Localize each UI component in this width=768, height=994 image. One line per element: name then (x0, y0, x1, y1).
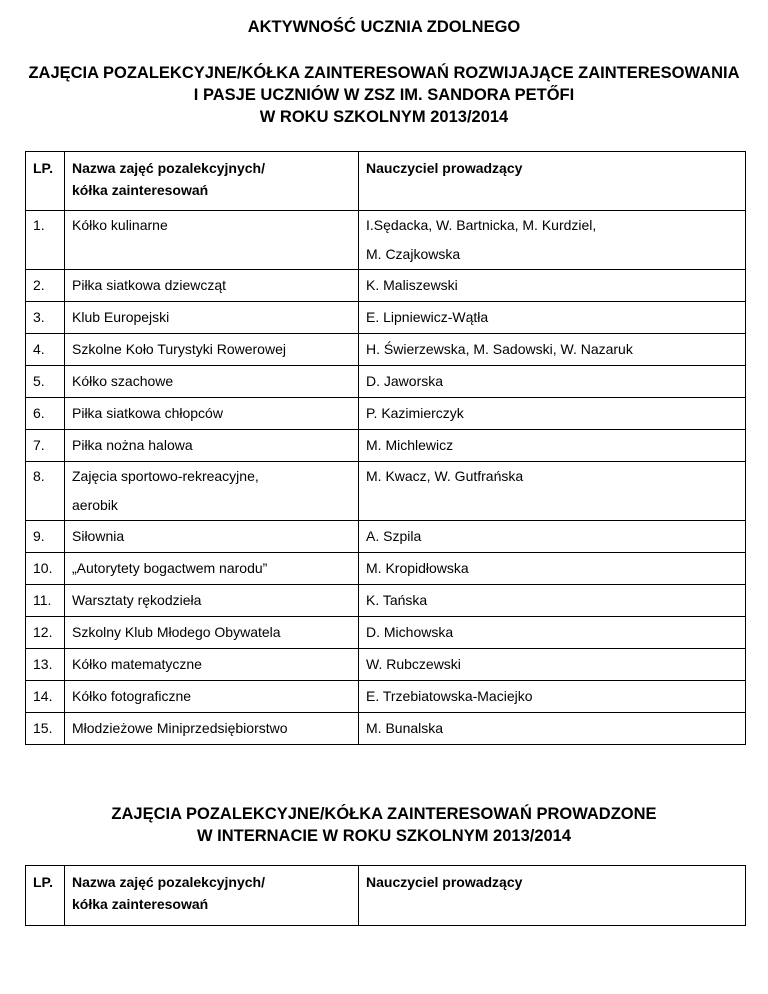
header-teacher: Nauczyciel prowadzący (359, 866, 746, 926)
row-activity-name: Kółko matematyczne (65, 649, 359, 681)
row-teacher: D. Jaworska (359, 366, 746, 398)
row-teacher: K. Tańska (359, 585, 746, 617)
dormitory-activities-table (25, 865, 746, 926)
row-teacher: A. Szpila (359, 521, 746, 553)
row-teacher: P. Kazimierczyk (359, 398, 746, 430)
row-activity-name: Kółko szachowe (65, 366, 359, 398)
table-row (26, 302, 746, 334)
row-teacher: E. Lipniewicz-Wątła (359, 302, 746, 334)
row-activity-name: „Autorytety bogactwem narodu” (65, 553, 359, 585)
section1-title-line-3: W ROKU SZKOLNYM 2013/2014 (259, 108, 509, 126)
header-activity-name-line-1: Nazwa zajęć pozalekcyjnych/ (72, 874, 265, 890)
table-row (26, 713, 746, 745)
row-lp: 10. (26, 553, 65, 585)
table-row (26, 585, 746, 617)
row-activity-name: Szkolny Klub Młodego Obywatela (65, 617, 359, 649)
table-row (26, 366, 746, 398)
row-activity-name: Zajęcia sportowo-rekreacyjne, aerobik (65, 462, 359, 521)
header-activity-name (65, 866, 359, 926)
table-row (26, 334, 746, 366)
section1-title-line-2: I PASJE UCZNIÓW W ZSZ IM. SANDORA PETŐFI (193, 86, 575, 104)
row-activity-name: Piłka nożna halowa (65, 430, 359, 462)
row-lp: 12. (26, 617, 65, 649)
section1-title-line-1: ZAJĘCIA POZALEKCYJNE/KÓŁKA ZAINTERESOWAŃ ROZWIJAJĄCE ZAINTERESOWANIA (28, 64, 740, 82)
row-lp: 4. (26, 334, 65, 366)
activities-table (25, 151, 746, 745)
table-row (26, 649, 746, 681)
table-row (26, 462, 746, 521)
header-lp: LP. (26, 866, 65, 926)
section2-title-line-1: ZAJĘCIA POZALEKCYJNE/KÓŁKA ZAINTERESOWAŃ PROWADZONE (111, 805, 657, 823)
row-teacher: D. Michowska (359, 617, 746, 649)
row-activity-name: Kółko kulinarne (65, 211, 359, 270)
table-row (26, 270, 746, 302)
row-activity-name: Młodzieżowe Miniprzedsiębiorstwo (65, 713, 359, 745)
row-lp: 6. (26, 398, 65, 430)
row-activity-name: Warsztaty rękodzieła (65, 585, 359, 617)
row-activity-name: Siłownia (65, 521, 359, 553)
row-teacher: M. Kropidłowska (359, 553, 746, 585)
row-lp: 9. (26, 521, 65, 553)
row-activity-name: Klub Europejski (65, 302, 359, 334)
row-teacher: M. Kwacz, W. Gutfrańska (359, 462, 746, 521)
row-teacher: W. Rubczewski (359, 649, 746, 681)
row-lp: 11. (26, 585, 65, 617)
row-teacher: M. Michlewicz (359, 430, 746, 462)
table-row (26, 211, 746, 270)
section2-title-line-2: W INTERNACIE W ROKU SZKOLNYM 2013/2014 (196, 827, 572, 845)
row-teacher: H. Świerzewska, M. Sadowski, W. Nazaruk (359, 334, 746, 366)
table-header-row (26, 866, 746, 926)
row-lp: 1. (26, 211, 65, 270)
row-lp: 8. (26, 462, 65, 521)
header-activity-name-line-1: Nazwa zajęć pozalekcyjnych/ (72, 160, 265, 176)
row-lp: 13. (26, 649, 65, 681)
header-teacher: Nauczyciel prowadzący (359, 152, 746, 211)
table-row (26, 617, 746, 649)
row-activity-name: Piłka siatkowa dziewcząt (65, 270, 359, 302)
document-title-text: AKTYWNOŚĆ UCZNIA ZDOLNEGO (247, 18, 521, 36)
header-activity-name-line-2: kółka zainteresowań (72, 896, 209, 912)
row-lp: 2. (26, 270, 65, 302)
row-teacher: K. Maliszewski (359, 270, 746, 302)
table-row (26, 521, 746, 553)
section1-title (0, 62, 768, 128)
row-teacher: E. Trzebiatowska-Maciejko (359, 681, 746, 713)
table-row (26, 430, 746, 462)
row-activity-name: Szkolne Koło Turystyki Rowerowej (65, 334, 359, 366)
row-lp: 5. (26, 366, 65, 398)
document-title (0, 16, 768, 38)
table-row (26, 398, 746, 430)
section2-title (0, 803, 768, 847)
header-activity-name-line-2: kółka zainteresowań (72, 182, 209, 198)
header-activity-name (65, 152, 359, 211)
header-lp: LP. (26, 152, 65, 211)
row-activity-name: Kółko fotograficzne (65, 681, 359, 713)
row-lp: 15. (26, 713, 65, 745)
row-teacher: I.Sędacka, W. Bartnicka, M. Kurdziel, M. Czajkowska (359, 211, 746, 270)
table-row (26, 681, 746, 713)
table-header-row (26, 152, 746, 211)
row-lp: 7. (26, 430, 65, 462)
row-teacher: M. Bunalska (359, 713, 746, 745)
row-activity-name: Piłka siatkowa chłopców (65, 398, 359, 430)
table-row (26, 553, 746, 585)
row-lp: 14. (26, 681, 65, 713)
row-lp: 3. (26, 302, 65, 334)
